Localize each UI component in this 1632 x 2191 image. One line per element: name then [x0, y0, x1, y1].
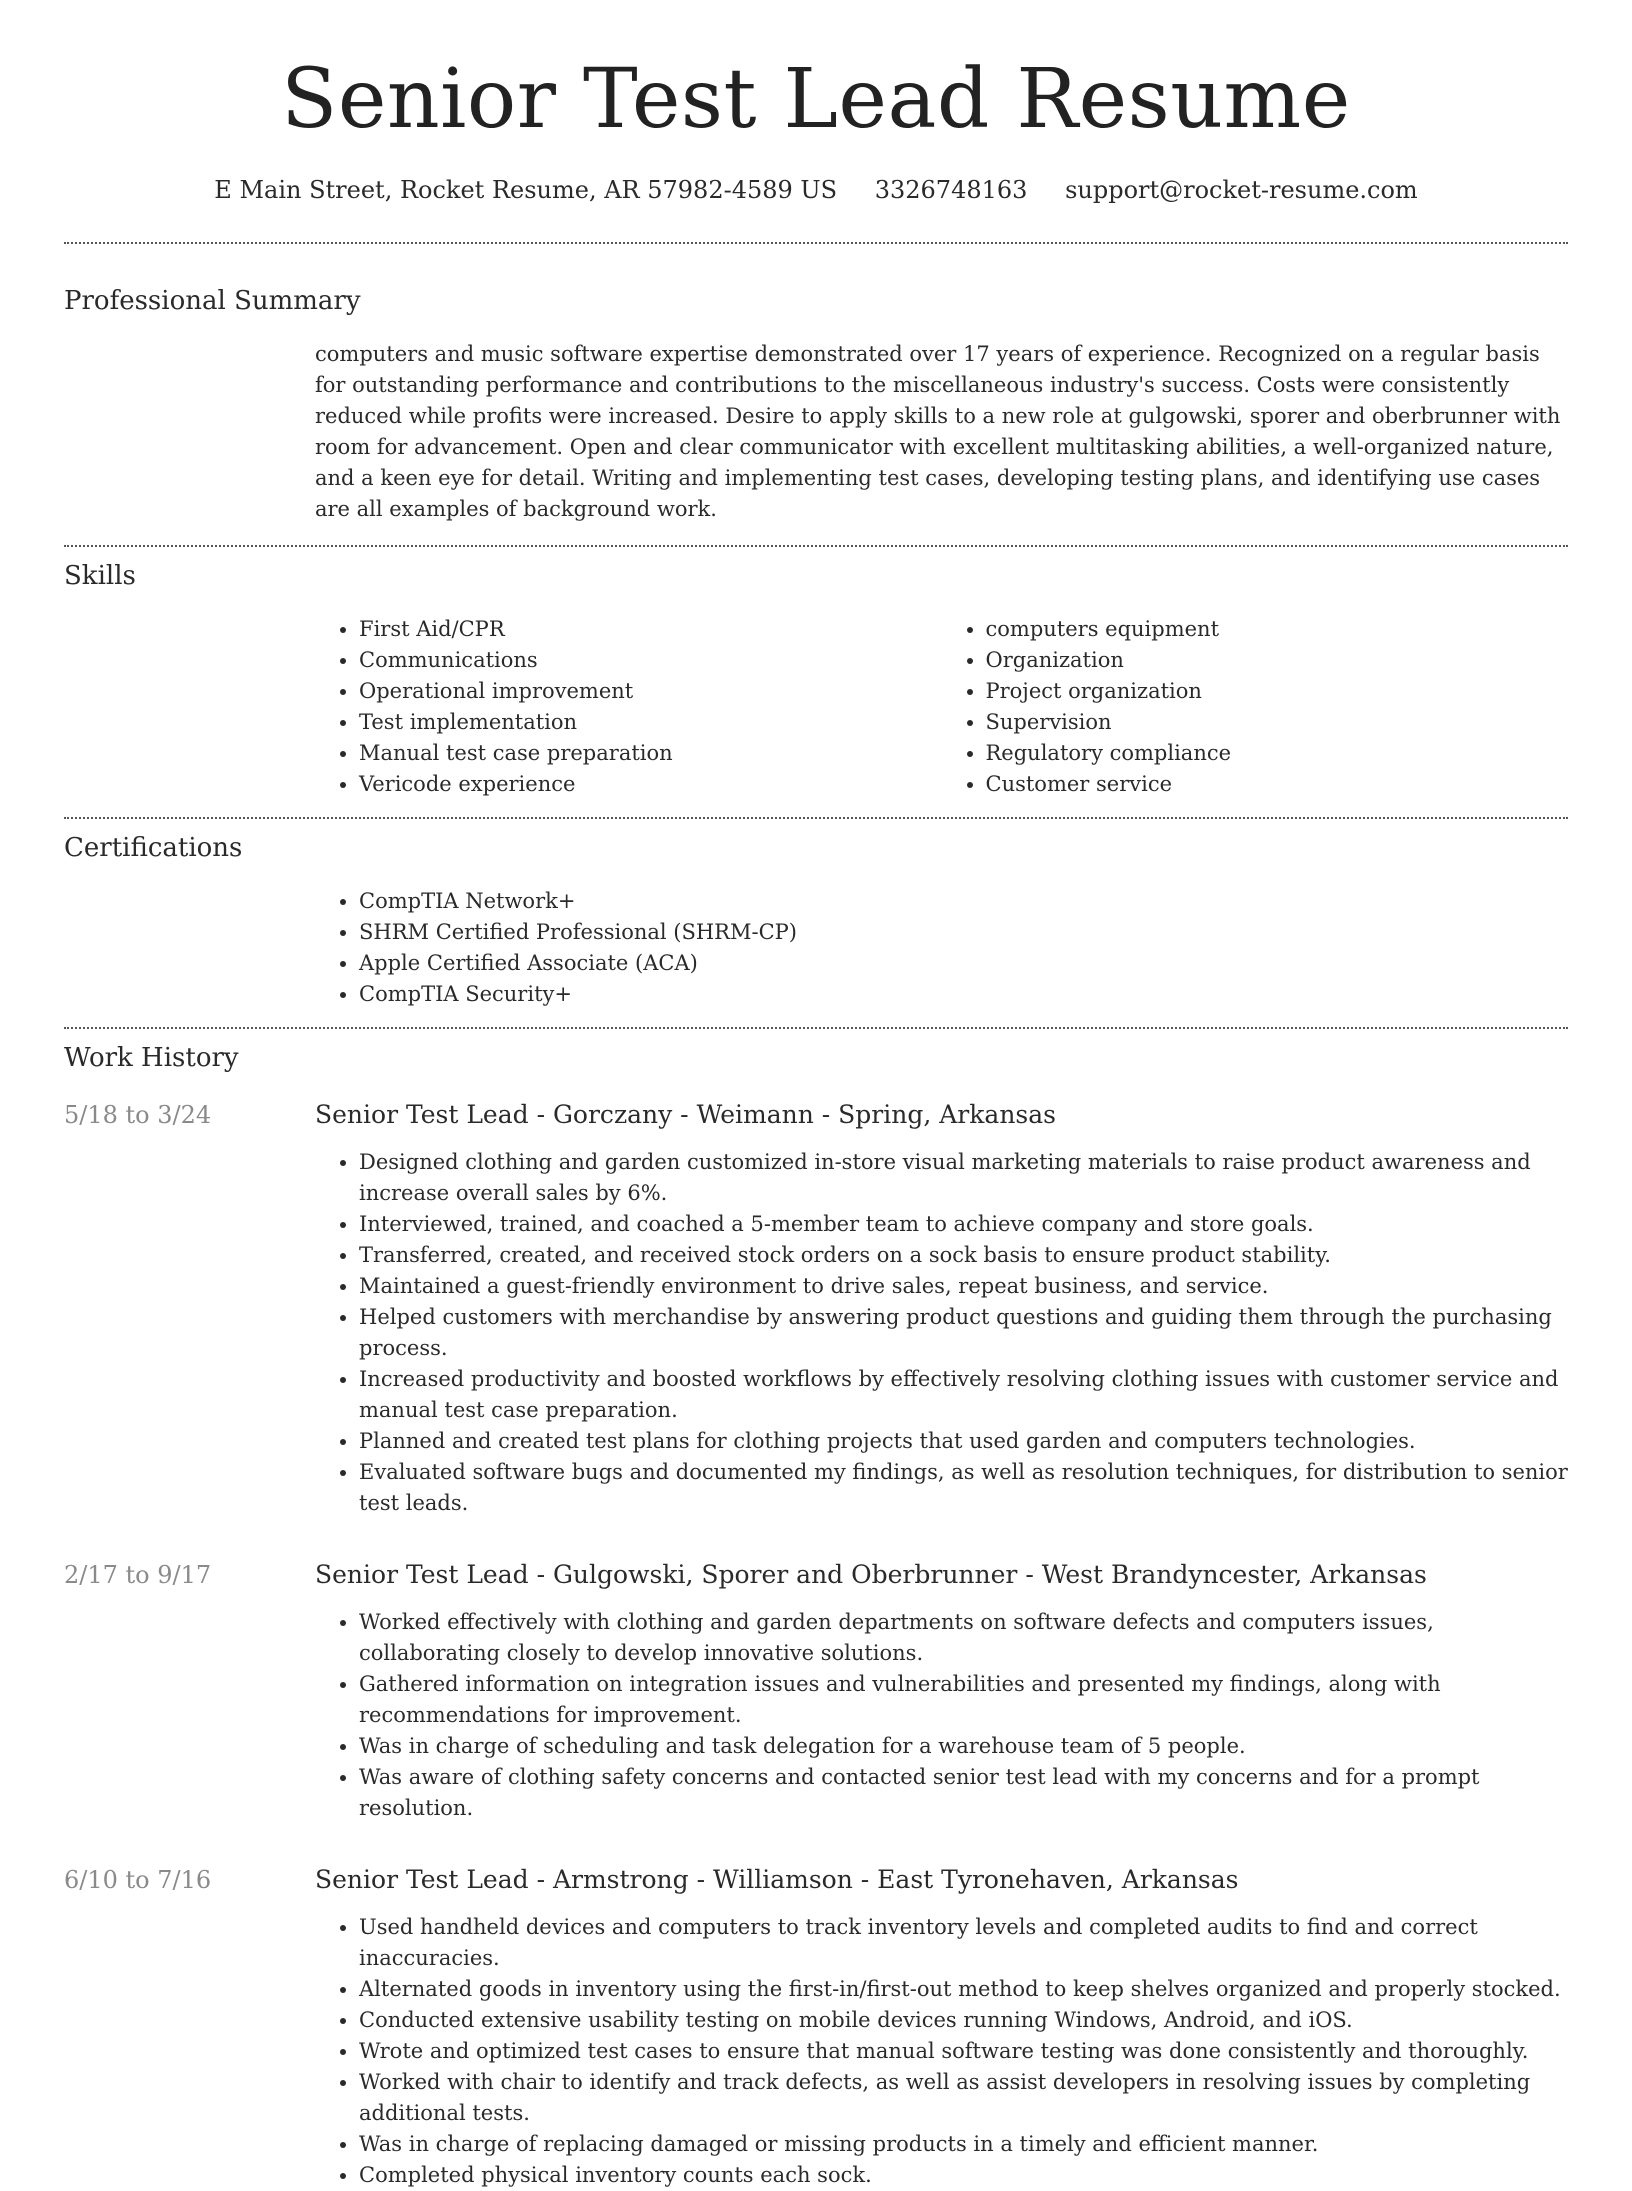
job-bullet: • Was in charge of replacing damaged or missing products in a timely and efficient manner. [359, 2129, 1568, 2160]
skills-list-right [942, 614, 1569, 800]
certification-item: • CompTIA Network+ [359, 886, 1568, 917]
skills-section [64, 547, 1568, 800]
certification-item: • SHRM Certified Professional (SHRM-CP) [359, 917, 1568, 948]
job-bullet: • Designed clothing and garden customized in-store visual marketing materials to raise product awareness and increase overall sales by 6%. [359, 1147, 1568, 1209]
skill-item: • Project organization [986, 676, 1569, 707]
skills-heading: Skills [64, 561, 136, 591]
job-title: Senior Test Lead - Gorczany - Weimann - Spring, Arkansas [315, 1100, 1056, 1129]
job-bullet: • Worked with chair to identify and track defects, as well as assist developers in resolving issues by completing additional tests. [359, 2067, 1568, 2129]
job-bullet: • Worked effectively with clothing and garden departments on software defects and computers issues, collaborating closely to develop innovative solutions. [359, 1607, 1568, 1669]
job-bullet: • Maintained a guest-friendly environment to drive sales, repeat business, and service. [359, 1271, 1568, 1302]
job-dates: 2/17 to 9/17 [64, 1561, 212, 1589]
summary-heading: Professional Summary [64, 286, 361, 316]
contact-phone: 3326748163 [874, 176, 1028, 204]
summary-section [64, 244, 1568, 525]
job-bullet: • Completed physical inventory counts each sock. [359, 2160, 1568, 2191]
job-bullet: • Helped customers with merchandise by answering product questions and guiding them through the purchasing process. [359, 1302, 1568, 1364]
job-bullet: • Evaluated software bugs and documented my findings, as well as resolution techniques, for distribution to senior test leads. [359, 1457, 1568, 1519]
job-title: Senior Test Lead - Gulgowski, Sporer and Oberbrunner - West Brandyncester, Arkansas [315, 1560, 1427, 1589]
job-bullets [315, 1607, 1568, 1824]
job-dates: 5/18 to 3/24 [64, 1101, 212, 1129]
skill-item: • Regulatory compliance [986, 738, 1569, 769]
skill-item: • Test implementation [359, 707, 942, 738]
job-bullet: • Wrote and optimized test cases to ensure that manual software testing was done consistently and thoroughly. [359, 2036, 1568, 2067]
certification-item: • CompTIA Security+ [359, 979, 1568, 1010]
work-history-heading: Work History [64, 1043, 239, 1073]
job-bullets [315, 1912, 1568, 2191]
work-history-section [64, 1029, 1568, 2191]
resume-title: Senior Test Lead Resume [281, 52, 1351, 147]
certification-item: • Apple Certified Associate (ACA) [359, 948, 1568, 979]
job-bullet: • Was aware of clothing safety concerns and contacted senior test lead with my concerns and for a prompt resolution. [359, 1762, 1568, 1824]
contact-line [64, 174, 1568, 206]
contact-address: E Main Street, Rocket Resume, AR 57982-4589 US [214, 176, 838, 204]
skill-item: • Customer service [986, 769, 1569, 800]
summary-text: computers and music software expertise demonstrated over 17 years of experience. Recognized on a regular basis for outstanding performance and contributions to the miscellaneous industry's success. Costs were consistently reduced while profits were increased. Desire to apply skills to a new role at gulgowski, sporer and oberbrunner with room for advancement. Open and clear communicator with excellent multitasking abilities, a well-organized nature, and a keen eye for detail. Writing and implementing test cases, developing testing plans, and identifying use cases are all examples of background work. [315, 342, 1561, 521]
job-bullet: • Planned and created test plans for clothing projects that used garden and computers technologies. [359, 1426, 1568, 1457]
skill-item: • Communications [359, 645, 942, 676]
job-dates: 6/10 to 7/16 [64, 1866, 212, 1894]
job-entry [64, 1099, 1568, 1519]
job-bullet: • Increased productivity and boosted workflows by effectively resolving clothing issues with customer service and manual test case preparation. [359, 1364, 1568, 1426]
job-bullets [315, 1147, 1568, 1519]
certifications-section [64, 819, 1568, 1010]
contact-email: support@rocket-resume.com [1065, 176, 1418, 204]
skill-item: • Organization [986, 645, 1569, 676]
certifications-list [315, 886, 1568, 1010]
skill-item: • Supervision [986, 707, 1569, 738]
job-bullet: • Transferred, created, and received stock orders on a sock basis to ensure product stability. [359, 1240, 1568, 1271]
certifications-heading: Certifications [64, 833, 243, 863]
job-entry [64, 1864, 1568, 2191]
job-entry [64, 1559, 1568, 1824]
job-bullet: • Alternated goods in inventory using the first-in/first-out method to keep shelves organized and properly stocked. [359, 1974, 1568, 2005]
skill-item: • computers equipment [986, 614, 1569, 645]
skill-item: • Manual test case preparation [359, 738, 942, 769]
job-bullet: • Conducted extensive usability testing on mobile devices running Windows, Android, and iOS. [359, 2005, 1568, 2036]
job-bullet: • Was in charge of scheduling and task delegation for a warehouse team of 5 people. [359, 1731, 1568, 1762]
job-bullet: • Used handheld devices and computers to track inventory levels and completed audits to find and correct inaccuracies. [359, 1912, 1568, 1974]
skill-item: • First Aid/CPR [359, 614, 942, 645]
skill-item: • Vericode experience [359, 769, 942, 800]
job-bullet: • Interviewed, trained, and coached a 5-member team to achieve company and store goals. [359, 1209, 1568, 1240]
skills-list-left [315, 614, 942, 800]
skill-item: • Operational improvement [359, 676, 942, 707]
job-bullet: • Gathered information on integration issues and vulnerabilities and presented my findings, along with recommendations for improvement. [359, 1669, 1568, 1731]
job-title: Senior Test Lead - Armstrong - Williamson - East Tyronehaven, Arkansas [315, 1865, 1239, 1894]
